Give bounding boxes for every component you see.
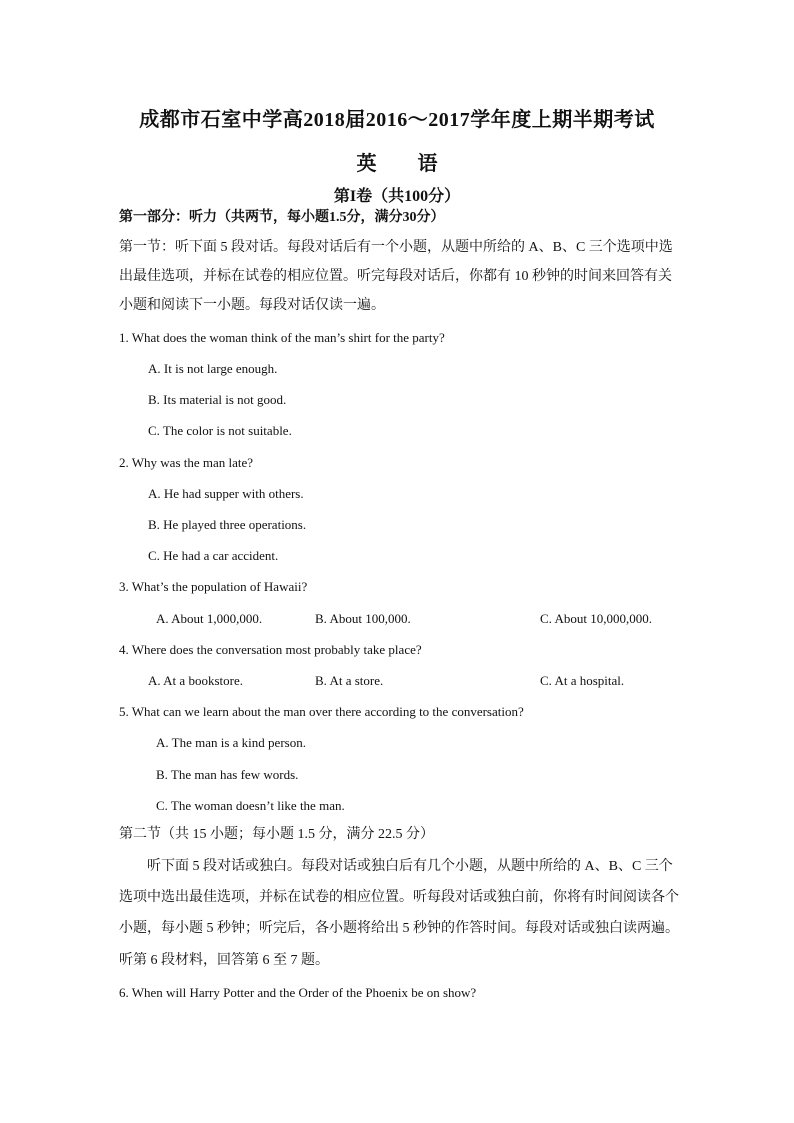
- section2-instruction-line: 小题，每小题 5 秒钟；听完后，各小题将给出 5 秒钟的作答时间。每段对话或独白读两遍。: [119, 921, 679, 936]
- part1-heading: 第一部分：听力（共两节，每小题1.5分，满分30分）: [119, 210, 445, 225]
- subject-title: 英 语: [356, 153, 456, 175]
- question-2-stem: 2. Why was the man late?: [119, 455, 254, 470]
- question-4-stem: 4. Where does the conversation most probably take place?: [119, 642, 422, 657]
- question-5-option-a: A. The man is a kind person.: [156, 735, 306, 750]
- question-1-option-c: C. The color is not suitable.: [148, 423, 292, 438]
- section2-instruction-line: 听第 6 段材料，回答第 6 至 7 题。: [119, 953, 329, 968]
- question-6-stem: 6. When will Harry Potter and the Order of the Phoenix be on show?: [119, 985, 477, 1000]
- question-3-option-b: B. About 100,000.: [315, 611, 411, 626]
- volume-title: 第I卷（共100分）: [333, 188, 461, 205]
- question-5-option-b: B. The man has few words.: [156, 767, 299, 782]
- question-2-option-a: A. He had supper with others.: [148, 486, 304, 501]
- question-2-option-b: B. He played three operations.: [148, 517, 307, 532]
- question-3-option-c: C. About 10,000,000.: [540, 611, 652, 626]
- question-5-option-c: C. The woman doesn’t like the man.: [156, 798, 345, 813]
- section1-instruction-line: 出最佳选项，并标在试卷的相应位置。听完每段对话后，你都有 10 秒钟的时间来回答有关: [119, 269, 672, 284]
- section2-heading: 第二节（共 15 小题；每小题 1.5 分，满分 22.5 分）: [119, 827, 434, 842]
- question-5-stem: 5. What can we learn about the man over there according to the conversation?: [119, 704, 524, 719]
- exam-title: 成都市石室中学高2018届2016～2017学年度上期半期考试: [139, 109, 655, 131]
- section2-instruction-line: 听下面 5 段对话或独白。每段对话或独白后有几个小题，从题中所给的 A、B、C 三个: [147, 859, 673, 874]
- section2-instruction-line: 选项中选出最佳选项，并标在试卷的相应位置。听每段对话或独白前，你将有时间阅读各个: [119, 890, 679, 905]
- section1-instruction-line: 第一节：听下面 5 段对话。每段对话后有一个小题，从题中所给的 A、B、C 三个选项中选: [119, 240, 673, 255]
- question-3-option-a: A. About 1,000,000.: [156, 611, 263, 626]
- question-1-option-b: B. Its material is not good.: [148, 392, 287, 407]
- question-4-option-c: C. At a hospital.: [540, 673, 625, 688]
- question-3-stem: 3. What’s the population of Hawaii?: [119, 579, 308, 594]
- section1-instruction-line: 小题和阅读下一小题。每段对话仅读一遍。: [119, 298, 385, 313]
- question-1-stem: 1. What does the woman think of the man’s shirt for the party?: [119, 330, 445, 345]
- question-2-option-c: C. He had a car accident.: [148, 548, 279, 563]
- question-4-option-a: A. At a bookstore.: [148, 673, 243, 688]
- question-1-option-a: A. It is not large enough.: [148, 361, 278, 376]
- question-4-option-b: B. At a store.: [315, 673, 384, 688]
